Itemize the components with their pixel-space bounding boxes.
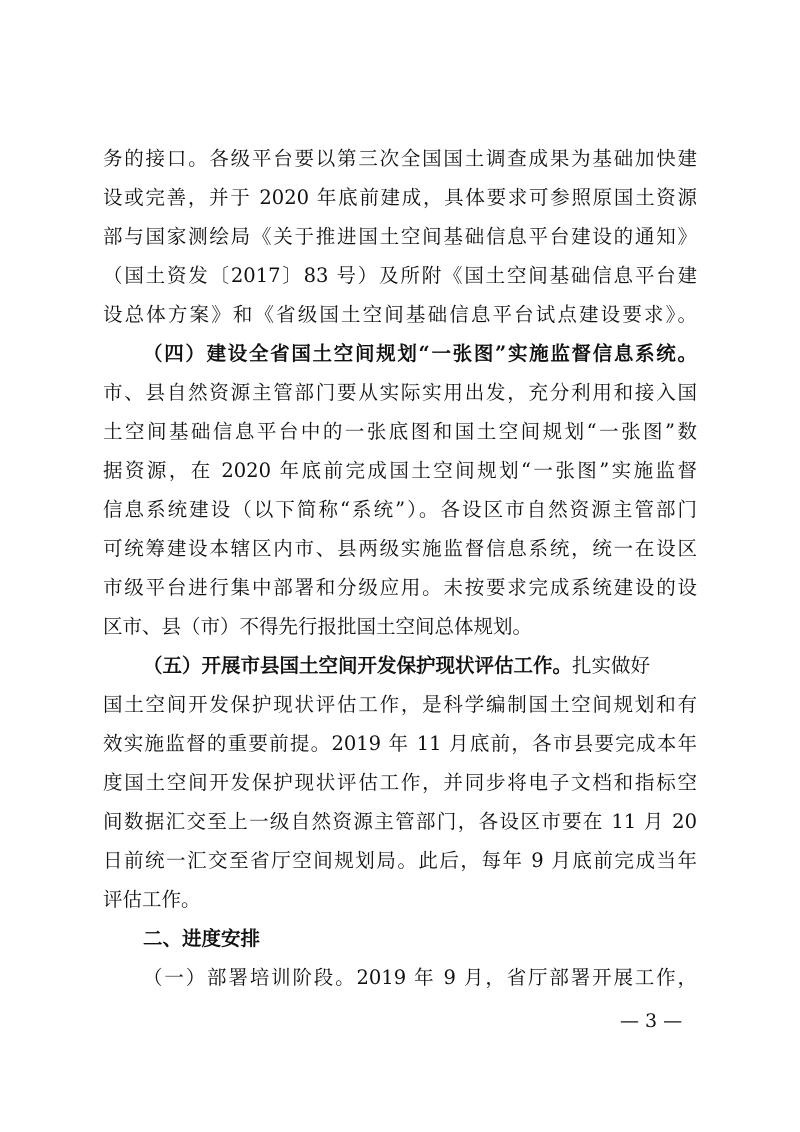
body-text-line: 设或完善，并于 2020 年底前建成，具体要求可参照原国土资源 (103, 186, 697, 209)
body-text-line: 效实施监督的重要前提。2019 年 11 月底前，各市县要完成本年 (103, 732, 697, 755)
body-text-line: 度国土空间开发保护现状评估工作，并同步将电子文档和指标空 (103, 771, 697, 794)
section-heading-4: （四）建设全省国土空间规划“一张图”实施监督信息系统。 (143, 342, 697, 365)
body-text-line: 务的接口。各级平台要以第三次全国国土调查成果为基础加快建 (103, 147, 697, 170)
body-text-line: 土空间基础信息平台中的一张底图和国土空间规划“一张图”数 (103, 420, 697, 443)
body-text-line: 信息系统建设（以下简称“系统”）。各设区市自然资源主管部门 (103, 498, 697, 521)
body-text-line: 国土空间开发保护现状评估工作，是科学编制国土空间规划和有 (103, 693, 697, 716)
section-heading-2: 二、进度安排 (143, 927, 261, 950)
paragraph-5-first-line (143, 651, 697, 681)
body-text-line: 市、县自然资源主管部门要从实际实用出发，充分利用和接入国 (103, 381, 697, 404)
body-text-line: 区市、县（市）不得先行报批国土空间总体规划。 (103, 615, 533, 638)
body-text-line: 可统筹建设本辖区内市、县两级实施监督信息系统，统一在设区 (103, 537, 697, 560)
page-number: — 3 — (620, 1010, 683, 1032)
body-text-line: 评估工作。 (103, 888, 201, 911)
body-text-line: 据资源，在 2020 年底前完成国土空间规划“一张图”实施监督 (103, 459, 697, 482)
body-text-line: 日前统一汇交至省厅空间规划局。此后，每年 9 月底前完成当年 (103, 849, 697, 872)
section-heading-5: （五）开展市县国土空间开发保护现状评估工作。 (143, 654, 573, 677)
body-text-fragment: 扎实做好 (572, 654, 651, 677)
body-text-line: 设总体方案》和《省级国土空间基础信息平台试点建设要求》。 (103, 303, 697, 326)
body-text-line: 间数据汇交至上一级自然资源主管部门，各设区市要在 11 月 20 (103, 810, 697, 833)
body-text-line: 市级平台进行集中部署和分级应用。未按要求完成系统建设的设 (103, 576, 697, 599)
body-text-line: （一）部署培训阶段。2019 年 9 月，省厅部署开展工作， (143, 966, 697, 989)
body-text-line: 部与国家测绘局《关于推进国土空间基础信息平台建设的通知》 (103, 225, 697, 248)
body-text-line: （国土资发〔2017〕83 号）及所附《国土空间基础信息平台建 (103, 264, 697, 287)
